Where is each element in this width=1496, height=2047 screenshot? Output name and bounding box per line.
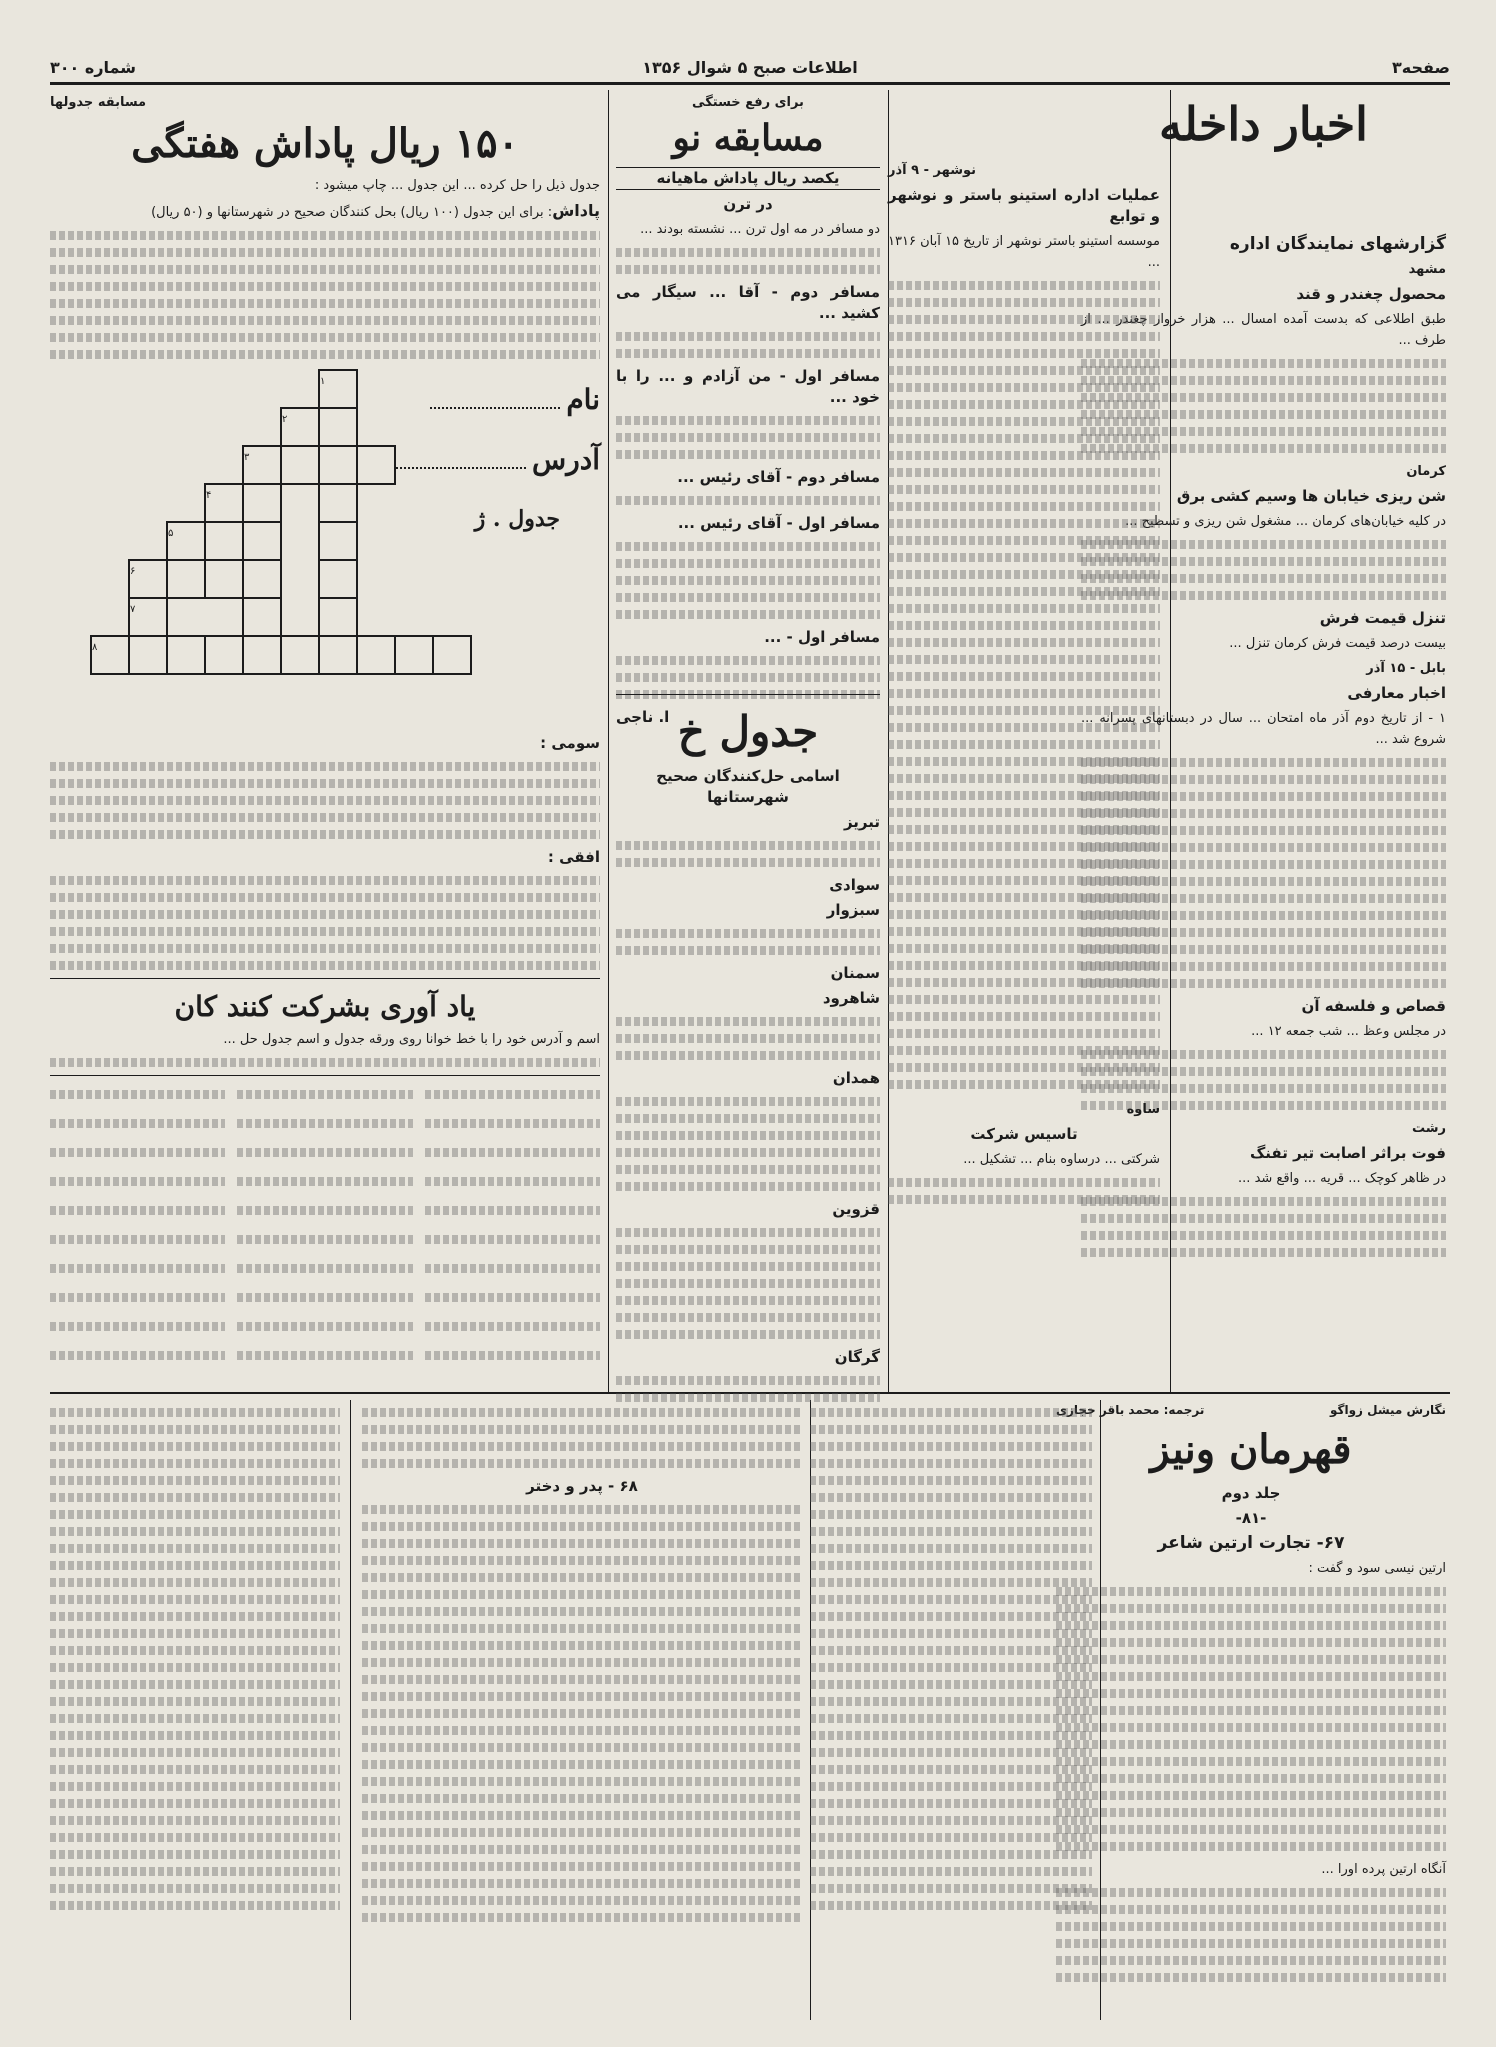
grid-cell[interactable] xyxy=(319,446,357,484)
city-4: سمنان xyxy=(830,964,880,982)
sugar-head: محصول چغندر و قند xyxy=(1296,285,1446,303)
history-body: در مجلس وعظ ... شب جمعه ۱۲ ... xyxy=(1251,1024,1446,1039)
rule-jadval xyxy=(616,694,880,695)
novel-cont-col-3 xyxy=(362,1400,802,2020)
novel-cont-col-4 xyxy=(50,1400,340,2020)
kerman-label: کرمان xyxy=(1406,464,1446,479)
grid-cell[interactable] xyxy=(357,636,395,674)
grid-cell[interactable] xyxy=(319,560,357,598)
domestic-title: اخبار داخله xyxy=(1159,97,1368,151)
noshahr-head: عملیات اداره استینو باستر و نوشهر و توابع xyxy=(888,186,1160,225)
city-5: شاهرود xyxy=(822,989,880,1007)
reminder-title: یاد آوری بشرکت کنند کان xyxy=(174,990,476,1023)
contest-line-1: مسافر دوم - آقا ... سیگار می کشید ... xyxy=(616,283,880,322)
accident-body: در ظاهر کوچک ... قریه ... واقع شد ... xyxy=(1238,1171,1446,1186)
contest-line-4: مسافر اول - آقای رئیس ... xyxy=(677,514,880,532)
novel-body-2: آنگاه ارتین پرده اورا ... xyxy=(1321,1862,1446,1877)
grid-cell[interactable] xyxy=(319,598,357,636)
contest-line-5: مسافر اول - ... xyxy=(764,628,880,646)
prize-reward-text: : برای این جدول (۱۰۰ ریال) بحل کنندگان صحیح در شهرستانها و (۵۰ ریال) xyxy=(151,205,553,220)
carpet-body: بیست درصد قیمت فرش کرمان تنزل ... xyxy=(1229,636,1446,651)
prize-title: ۱۵۰ ریال پاداش هفتگی xyxy=(131,120,519,167)
city-3: سبزوار xyxy=(826,901,880,919)
grid-cell[interactable] xyxy=(243,522,281,560)
mashhad-label: مشهد xyxy=(1408,262,1446,277)
noshahr-column xyxy=(888,160,1160,1382)
table-label: جدول . ژ xyxy=(474,506,560,532)
grid-cell[interactable]: ۴ xyxy=(205,484,243,522)
city-6: همدان xyxy=(832,1069,880,1087)
grid-cell[interactable]: ۲ xyxy=(281,408,319,446)
contest-line-3: مسافر دوم - آقای رئیس ... xyxy=(677,468,880,486)
sugar-body: طبق اطلاعی که بدست آمده امسال ... هزار خروار چغندر ... از طرف ... xyxy=(1081,312,1446,348)
page-header xyxy=(50,52,1450,85)
edu-body: ۱ - از تاریخ دوم آذر ماه امتحان ... سال در دبستانهای پسرانه ... شروع شد ... xyxy=(1081,711,1446,747)
reminder-body: اسم و آدرس خود را با خط خوانا روی ورقه جدول و اسم جدول حل ... xyxy=(223,1032,600,1047)
rule-lower3 xyxy=(350,1400,351,2020)
accident-head: فوت براثر اصابت تیر تفنگ xyxy=(1249,1144,1446,1162)
novel-volume: جلد دوم xyxy=(1221,1484,1281,1502)
page-number: صفحه۳ xyxy=(1392,58,1450,77)
city-7: قزوین xyxy=(832,1200,880,1218)
grid-cell[interactable] xyxy=(281,446,319,484)
prize-column xyxy=(50,92,600,1382)
city-1: تبریز xyxy=(843,813,880,831)
jadval-title: جدول خ xyxy=(677,707,819,756)
roads-head: شن ریزی خیابان ها وسیم کشی برق xyxy=(1176,487,1446,505)
contest-sign: ا. ناجی xyxy=(616,708,670,726)
rule-col3 xyxy=(608,90,609,1392)
contest-kicker: برای رفع خستگی xyxy=(692,95,804,110)
grid-cell[interactable] xyxy=(281,636,319,674)
jadval-column xyxy=(616,702,880,1382)
grid-cell[interactable] xyxy=(319,484,357,522)
vertical-clues-head: افقی : xyxy=(547,848,600,866)
noshahr-dateline: نوشهر - ۹ آذر xyxy=(888,163,977,178)
grid-cell[interactable] xyxy=(243,484,281,522)
rasht-label: رشت xyxy=(1411,1121,1446,1136)
address-label: آدرس xyxy=(532,443,600,476)
novel-cont-col-2 xyxy=(810,1400,1092,2020)
grid-cell[interactable] xyxy=(433,636,471,674)
city-8: گرگان xyxy=(834,1348,880,1366)
company-head: تاسیس شرکت xyxy=(970,1125,1078,1143)
grid-cell[interactable] xyxy=(319,636,357,674)
grid-cell[interactable] xyxy=(243,636,281,674)
grid-cell[interactable]: ۵ xyxy=(167,522,205,560)
contest-line-2: مسافر اول - من آزادم و ... را با خود ... xyxy=(616,367,880,406)
babol-dateline: بابل - ۱۵ آذر xyxy=(1366,661,1446,676)
grid-cell[interactable] xyxy=(319,408,357,446)
jadval-winners-head: اسامی حل‌کنندگان صحیح شهرستانها xyxy=(656,767,840,806)
novel-title: قهرمان ونیز xyxy=(1150,1426,1352,1473)
grid-cell[interactable]: ۷ xyxy=(129,598,167,636)
grid-cell[interactable] xyxy=(167,636,205,674)
grid-cell[interactable] xyxy=(243,560,281,598)
grid-cell[interactable] xyxy=(319,522,357,560)
carpet-head: تنزل قیمت فرش xyxy=(1319,609,1446,627)
roads-body: در کلیه خیابان‌های کرمان ... مشغول شن ریزی و تسطیح ... xyxy=(1125,514,1446,529)
contest-train: در ترن xyxy=(723,195,773,213)
grid-cell[interactable] xyxy=(357,446,395,484)
novel-body-1: ارتین نیسی سود و گفت : xyxy=(1308,1561,1446,1576)
prize-col-label: مسابقه جدولها xyxy=(50,95,147,110)
edu-head: اخبار معارفی xyxy=(1347,684,1446,702)
grid-cell[interactable] xyxy=(243,598,281,636)
novel-translator: ترجمه: محمد باقر حجازی xyxy=(1056,1403,1205,1417)
prize-reward-label: پاداش xyxy=(552,201,600,220)
novel-chapter: ۶۷- تجارت ارتین شاعر xyxy=(1157,1533,1345,1553)
city-2: سوادی xyxy=(829,876,880,894)
contest-intro: دو مسافر در مه اول ترن ... نشسته بودند ... xyxy=(640,222,880,237)
grid-cell[interactable] xyxy=(205,636,243,674)
issue-number: شماره ۳۰۰ xyxy=(50,58,136,77)
grid-cell[interactable]: ۸ xyxy=(91,636,129,674)
grid-cell[interactable] xyxy=(167,560,205,598)
grid-cell[interactable]: ۱ xyxy=(319,370,357,408)
noshahr-body: موسسه استینو باستر نوشهر از تاریخ ۱۵ آبان ۱۳۱۶ ... xyxy=(888,234,1160,270)
prize-intro: جدول ذیل را حل کرده ... این جدول ... چاپ میشود : xyxy=(314,178,600,193)
grid-cell[interactable] xyxy=(205,560,243,598)
grid-cell[interactable] xyxy=(395,636,433,674)
novel-author: نگارش میشل زواگو xyxy=(1329,1403,1446,1417)
contest-title: مسابقه نو xyxy=(672,117,824,159)
name-label: نام xyxy=(566,383,600,416)
contest-subtitle: یکصد ریال پاداش ماهیانه xyxy=(616,167,880,190)
grid-cell[interactable] xyxy=(205,522,243,560)
contest-column xyxy=(616,92,880,726)
sari-label: ساوه xyxy=(1126,1102,1160,1117)
history-head: قصاص و فلسفه آن xyxy=(1301,997,1446,1015)
reports-head: گزارشهای نمایندگان اداره xyxy=(1229,234,1446,254)
novel-chapter-2: ۶۸ - پدر و دختر xyxy=(526,1477,638,1495)
crossword-grid xyxy=(90,369,472,675)
noshahr-dateline-ref xyxy=(1296,156,1446,226)
grid-cell[interactable] xyxy=(129,636,167,674)
grid-cell[interactable]: ۶ xyxy=(129,560,167,598)
grid-cell[interactable]: ۳ xyxy=(243,446,281,484)
novel-part: -۸۱- xyxy=(1235,1509,1267,1527)
company-body: شرکتی ... درساوه بنام ... تشکیل ... xyxy=(963,1152,1160,1167)
issue-date: اطلاعات صبح ۵ شوال ۱۳۵۶ xyxy=(642,58,858,77)
crossword-area xyxy=(50,369,600,729)
novel-column xyxy=(1056,1400,1446,2020)
horizontal-clues-head: سومی : xyxy=(540,734,600,752)
